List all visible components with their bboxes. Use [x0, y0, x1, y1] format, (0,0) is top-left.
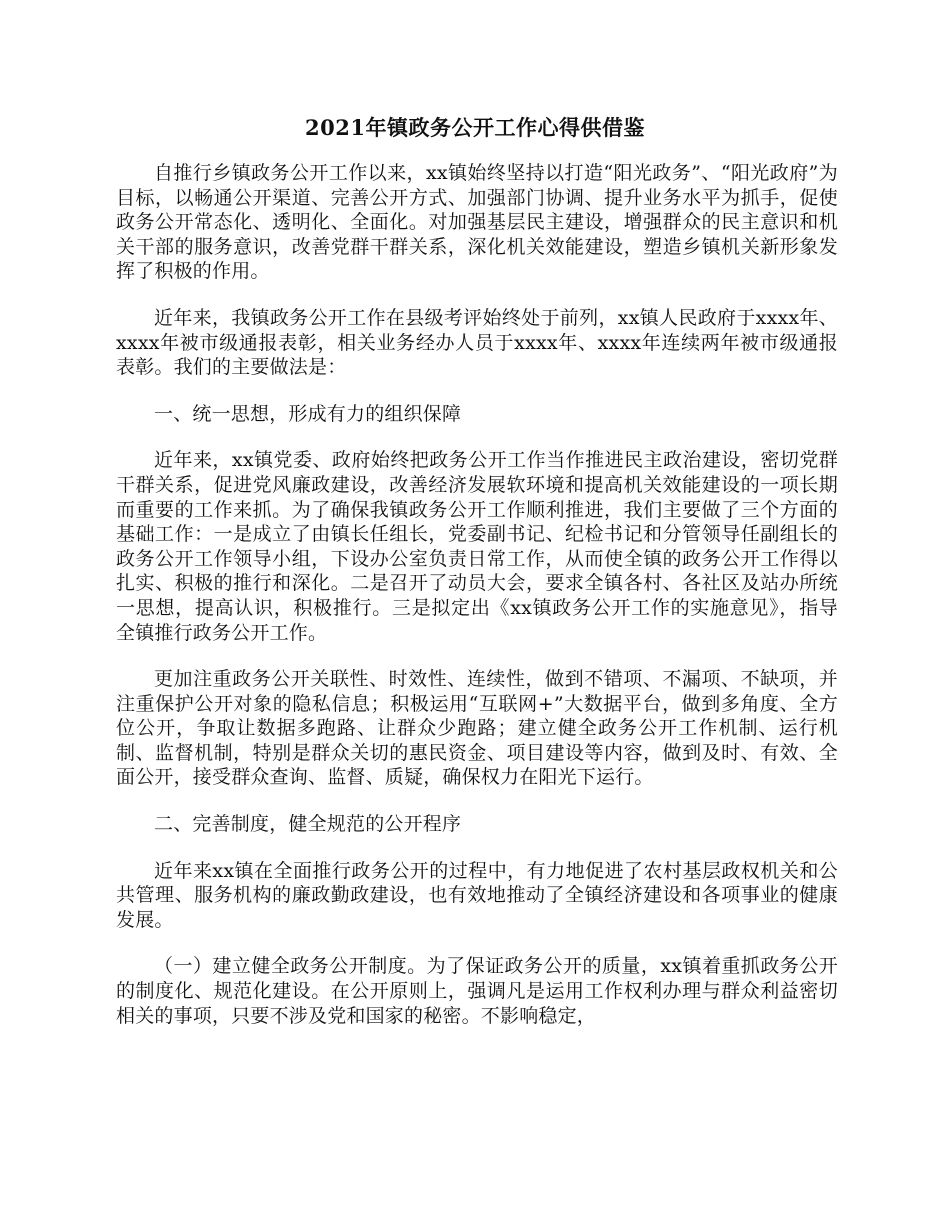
section-2-paragraph-1: 近年来xx镇在全面推行政务公开的过程中，有力地促进了农村基层政权机关和公共管理、服务机构的廉政勤政建设，也有效地推动了全镇经济建设和各项事业的健康发展。: [116, 859, 838, 931]
intro-paragraph: 自推行乡镇政务公开工作以来，xx镇始终坚持以打造“阳光政务”、“阳光政府”为目标，以畅通公开渠道、完善公开方式、加强部门协调、提升业务水平为抓手，促使政务公开常态化、透明化、全面化。对加强基层民主建设，增强群众的民主意识和机关干部的服务意识，改善党群干群关系，深化机关效能建设，塑造乡镇机关新形象发挥了积极的作用。: [116, 162, 838, 283]
document-body: [116, 161, 838, 1050]
section-heading-1: 一、统一思想，形成有力的组织保障: [154, 402, 462, 425]
section-1-paragraph-2: 更加注重政务公开关联性、时效性、连续性，做到不错项、不漏项、不缺项，并注重保护公开对象的隐私信息；积极运用“互联网+”大数据平台，做到多角度、全方位公开，争取让数据多跑路、让群众少跑路；建立健全政务公开工作机制、运行机制、监督机制，特别是群众关切的惠民资金、项目建设等内容，做到及时、有效、全面公开，接受群众查询、监督、质疑，确保权力在阳光下运行。: [116, 668, 838, 789]
summary-paragraph: 近年来，我镇政务公开工作在县级考评始终处于前列，xx镇人民政府于xxxx年、xxxx年被市级通报表彰，相关业务经办人员于xxxx年、xxxx年连续两年被市级通报表彰。我们的主要做法是：: [116, 306, 838, 379]
section-heading-2: 二、完善制度，健全规范的公开程序: [154, 813, 462, 836]
section-2-subsection-1: （一）建立健全政务公开制度。为了保证政务公开的质量，xx镇着重抓政务公开的制度化、规范化建设。在公开原则上，强调凡是运用工作权利办理与群众利益密切相关的事项，只要不涉及党和国家的秘密。不影响稳定，: [116, 955, 838, 1027]
section-1-paragraph-1: 近年来，xx镇党委、政府始终把政务公开工作当作推进民主政治建设，密切党群干群关系，促进党风廉政建设，改善经济发展软环境和提高机关效能建设的一项长期而重要的工作来抓。为了确保我镇政务公开工作顺利推进，我们主要做了三个方面的基础工作：一是成立了由镇长任组长，党委副书记、纪检书记和分管领导任副组长的政务公开工作领导小组，下设办公室负责日常工作，从而使全镇的政务公开工作得以扎实、积极的推行和深化。二是召开了动员大会，要求全镇各村、各社区及站办所统一思想，提高认识，积极推行。三是拟定出《xx镇政务公开工作的实施意见》，指导全镇推行政务公开工作。: [116, 449, 838, 644]
document-title: 2021年镇政务公开工作心得供借鉴: [305, 115, 645, 140]
